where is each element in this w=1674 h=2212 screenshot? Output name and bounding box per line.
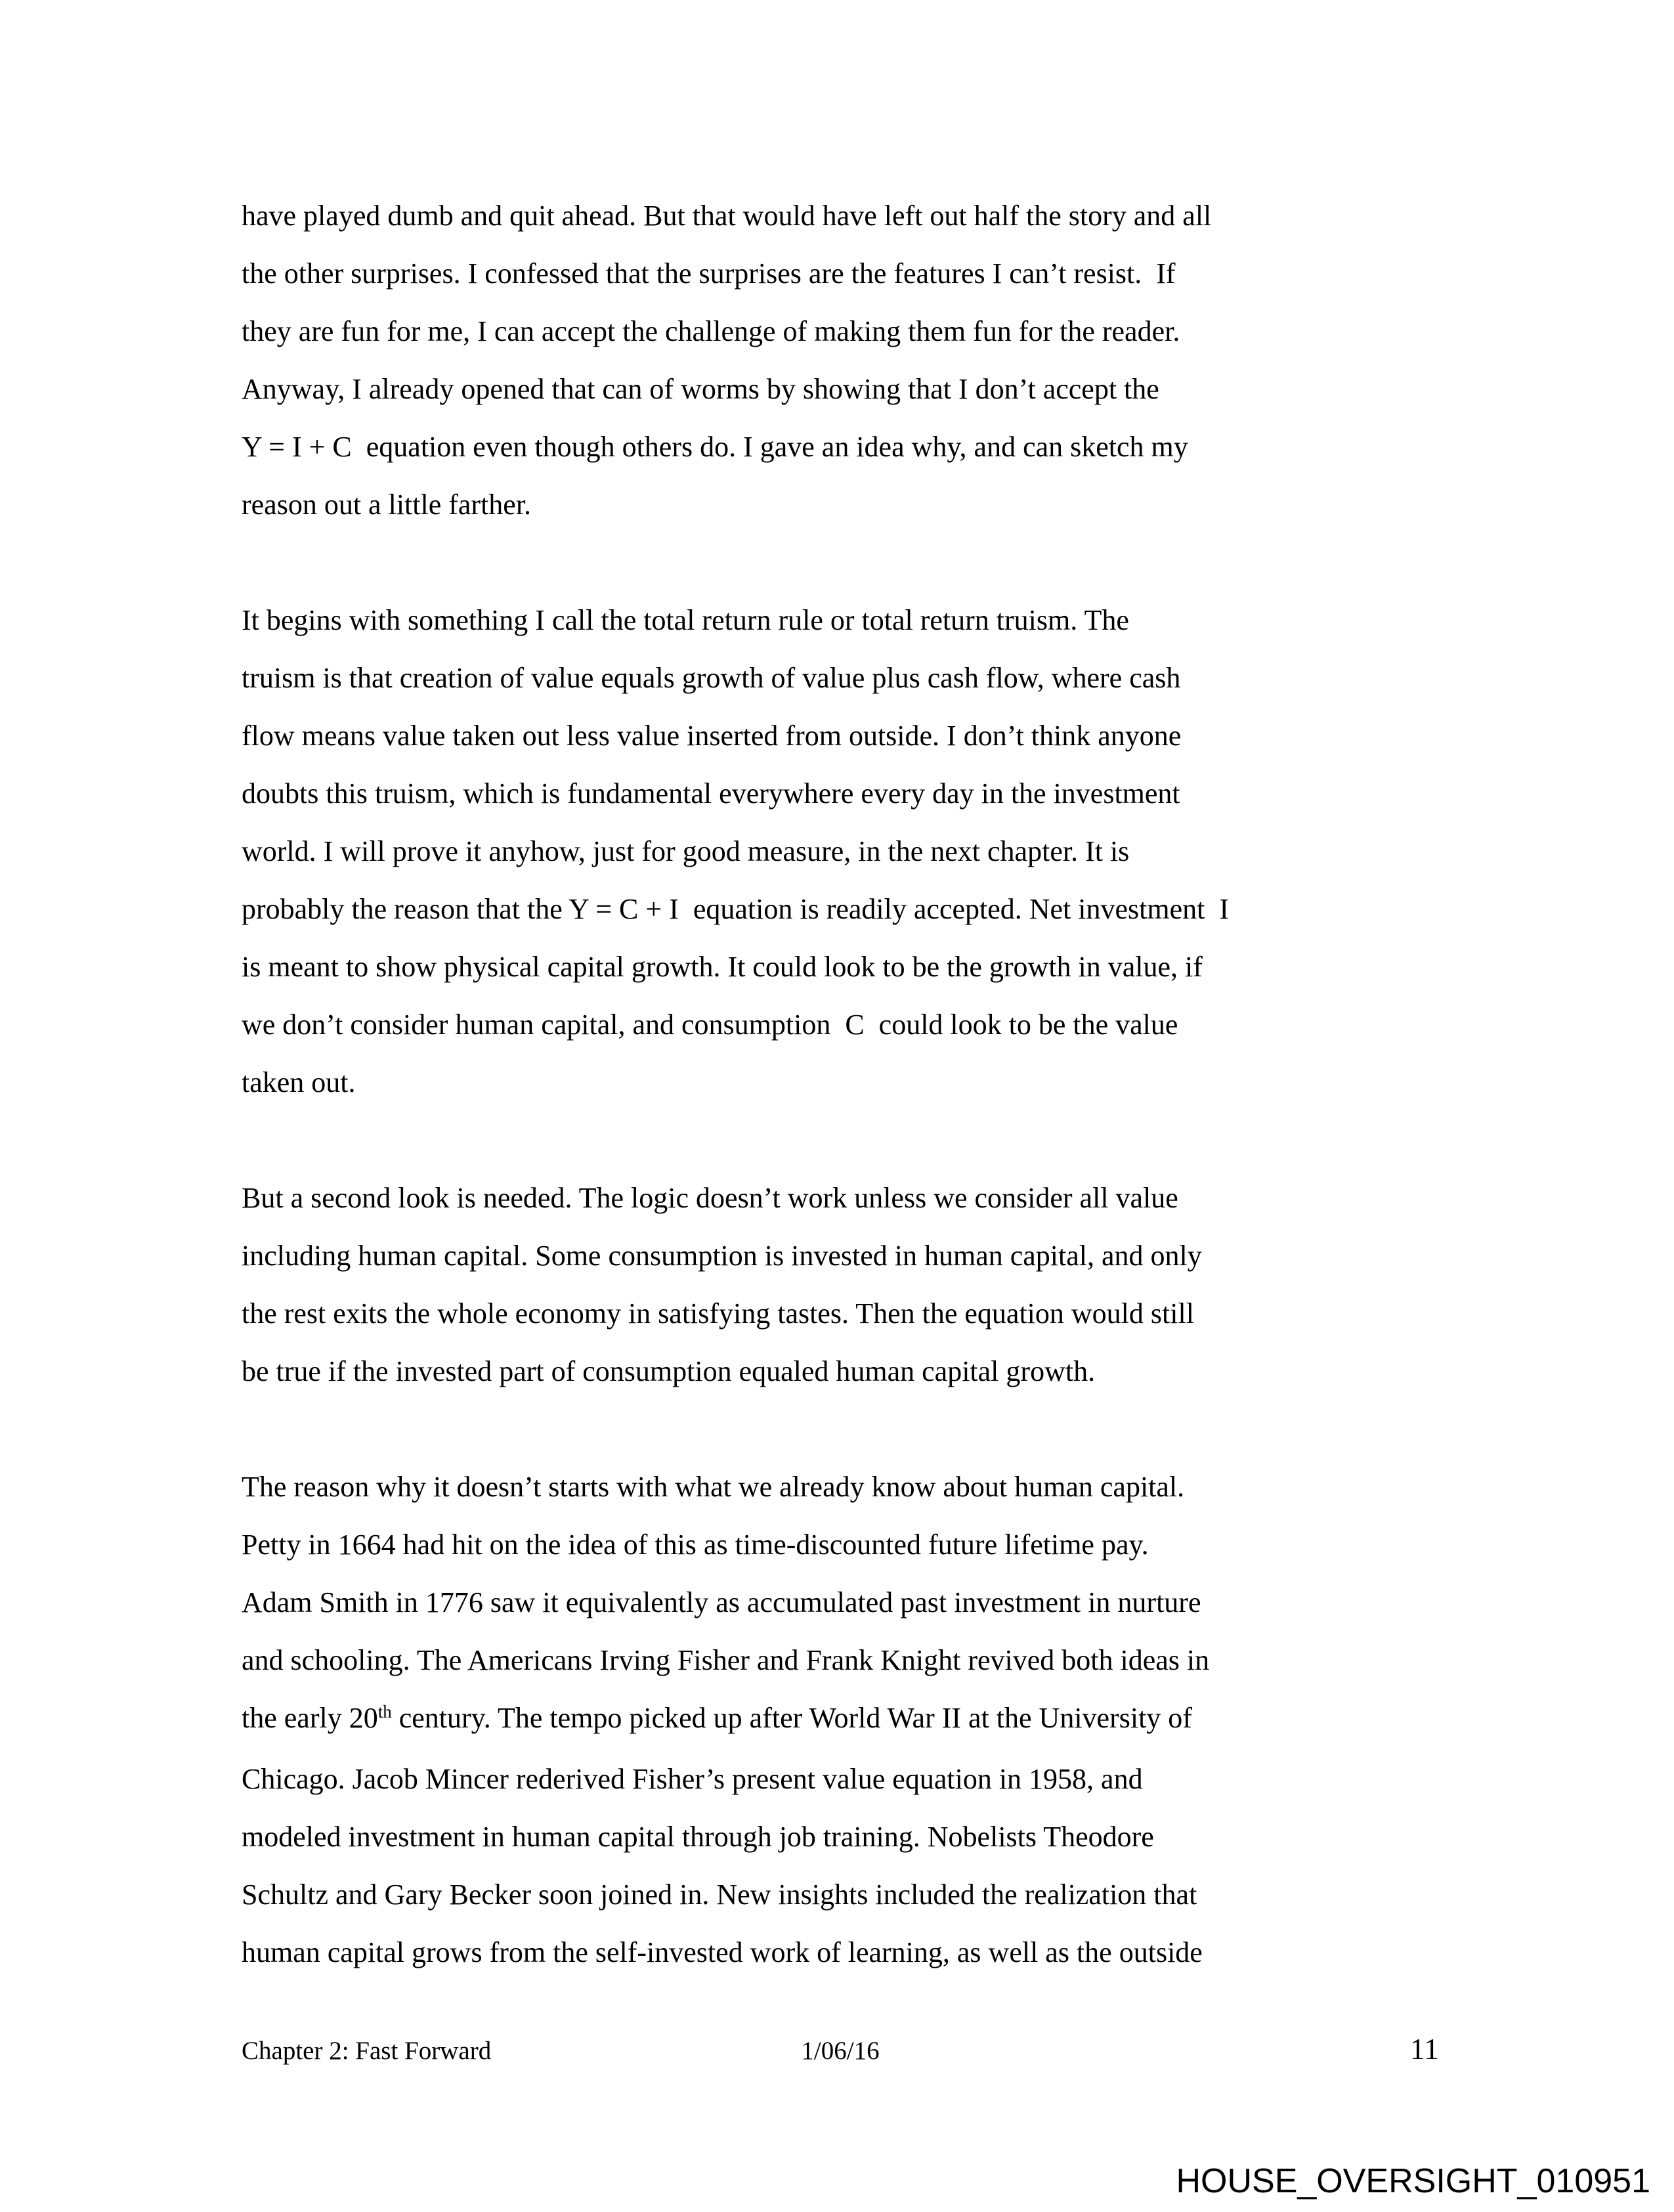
text-line: the other surprises. I confessed that the surprises are the features I can’t resist. If — [242, 257, 1176, 290]
text-line: modeled investment in human capital through job training. Nobelists Theodore — [242, 1821, 1154, 1853]
text-line: doubts this truism, which is fundamental everywhere every day in the investment — [242, 777, 1180, 810]
text-line: taken out. — [242, 1066, 356, 1098]
text-line: and schooling. The Americans Irving Fisher and Frank Knight revived both ideas in — [242, 1644, 1210, 1676]
page-footer — [242, 2034, 1439, 2066]
page-body-text — [242, 187, 1229, 2039]
footer-chapter-label: Chapter 2: Fast Forward — [242, 2037, 492, 2065]
text-line: world. I will prove it anyhow, just for good measure, in the next chapter. It is — [242, 835, 1130, 867]
text-line: But a second look is needed. The logic doesn’t work unless we consider all value — [242, 1182, 1178, 1214]
page-number: 11 — [1409, 2032, 1440, 2066]
text-segment: the early 20 — [242, 1702, 378, 1734]
paragraph-3 — [242, 1169, 1229, 1400]
text-line: probably the reason that the Y = C + I equation is readily accepted. Net investment I — [242, 893, 1230, 925]
paragraph-2 — [242, 592, 1229, 1112]
text-line: be true if the invested part of consumption equaled human capital growth. — [242, 1355, 1096, 1387]
text-line: we don’t consider human capital, and consumption C could look to be the value — [242, 1008, 1178, 1041]
text-line: Anyway, I already opened that can of worms by showing that I don’t accept the — [242, 373, 1159, 405]
text-line: truism is that creation of value equals growth of value plus cash flow, where cash — [242, 662, 1181, 694]
text-line: flow means value taken out less value inserted from outside. I don’t think anyone — [242, 720, 1182, 752]
text-line: human capital grows from the self-invested work of learning, as well as the outside — [242, 1936, 1203, 1968]
text-segment: century. The tempo picked up after World War II at the University of — [391, 1702, 1192, 1734]
text-line: the rest exits the whole economy in satisfying tastes. Then the equation would still — [242, 1297, 1194, 1330]
text-line: Chicago. Jacob Mincer rederived Fisher’s present value equation in 1958, and — [242, 1763, 1143, 1795]
text-line: It begins with something I call the total return rule or total return truism. The — [242, 604, 1129, 636]
bates-number-watermark: HOUSE_OVERSIGHT_010951 — [1176, 2162, 1650, 2200]
text-line: Petty in 1664 had hit on the idea of this as time-discounted future lifetime pay. — [242, 1529, 1149, 1561]
paragraph-4 — [242, 1458, 1229, 1982]
text-line: Y = I + C equation even though others do. I gave an idea why, and can sketch my — [242, 431, 1188, 463]
text-line: Adam Smith in 1776 saw it equivalently as accumulated past investment in nurture — [242, 1586, 1201, 1618]
paragraph-1 — [242, 187, 1229, 534]
text-line: including human capital. Some consumption is invested in human capital, and only — [242, 1240, 1202, 1272]
text-line: have played dumb and quit ahead. But that would have left out half the story and all — [242, 200, 1212, 232]
text-line: is meant to show physical capital growth. It could look to be the growth in value, if — [242, 951, 1203, 983]
text-line: Schultz and Gary Becker soon joined in. New insights included the realization that — [242, 1878, 1197, 1911]
superscript-ordinal: th — [377, 1702, 392, 1722]
text-line: reason out a little farther. — [242, 488, 532, 521]
text-line: The reason why it doesn’t starts with what we already know about human capital. — [242, 1471, 1185, 1503]
footer-date: 1/06/16 — [801, 2037, 880, 2065]
text-line: they are fun for me, I can accept the challenge of making them fun for the reader. — [242, 315, 1180, 347]
text-line — [242, 1689, 1229, 1750]
